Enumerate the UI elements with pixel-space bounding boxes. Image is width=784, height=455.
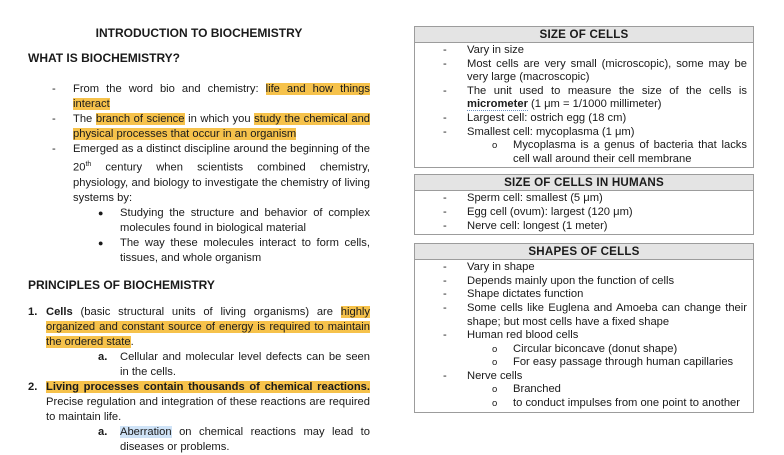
- bold-text: Cells: [46, 305, 73, 318]
- text-run: Most cells are very small (microscopic), some may be very large (macroscopic): [467, 57, 747, 84]
- highlighted-text: study the chemical and physical processes that occur in an organism: [73, 113, 371, 140]
- text-run: The: [73, 113, 96, 125]
- circle-marker: o: [492, 343, 498, 355]
- highlighted-text: highly organized and constant source of energy is required to maintain the ordered state: [46, 305, 370, 348]
- dash-marker: -: [443, 44, 447, 56]
- dash-marker: -: [443, 288, 447, 301]
- size-of-cells-body: [415, 43, 753, 167]
- text-run: Some cells like Euglena and Amoeba can change their shape; but most cells have a fixed shape: [467, 301, 747, 328]
- dash-marker: -: [52, 83, 56, 95]
- bullet-item-1: [28, 206, 370, 236]
- size-in-humans-table: [414, 174, 754, 235]
- list-item: [415, 288, 747, 302]
- text-run: Cellular and molecular level defects can be seen in the cells.: [120, 350, 370, 378]
- text-run: Studying the structure and behavior of complex molecules found in biological material: [120, 206, 370, 234]
- sub-list-item: [415, 139, 747, 166]
- text-run: Vary in size: [467, 44, 524, 56]
- what-is-heading: WHAT IS BIOCHEMISTRY?: [28, 51, 180, 65]
- dash-marker: -: [443, 301, 447, 314]
- dash-marker: -: [443, 329, 447, 342]
- text-run: (1 μm = 1/1000 millimeter): [527, 98, 662, 111]
- sub-list-item: [415, 356, 747, 370]
- selected-word[interactable]: Aberration: [120, 425, 172, 438]
- principle-1-sub: [28, 350, 370, 380]
- highlighted-text: branch of science: [95, 113, 185, 125]
- left-column: [28, 26, 370, 455]
- text-run: Human red blood cells: [467, 329, 579, 342]
- right-column: [414, 26, 754, 413]
- size-in-humans-header: SIZE OF CELLS IN HUMANS: [415, 175, 753, 191]
- sub-list-item: [415, 397, 747, 411]
- dash-marker: -: [443, 84, 447, 97]
- principle-2-sub: [28, 425, 370, 455]
- bullet-marker: ●: [98, 237, 104, 248]
- text-run: Circular biconcave (donut shape): [513, 342, 678, 355]
- text-run: Branched: [513, 383, 561, 396]
- text-run: Nerve cells: [467, 369, 523, 382]
- dash-marker: -: [443, 261, 447, 274]
- dash-marker: -: [443, 219, 447, 232]
- text-run: Sperm cell: smallest (5 μm): [467, 192, 603, 205]
- dash-marker: -: [443, 205, 447, 218]
- dash-marker: -: [443, 125, 447, 138]
- dash-marker: -: [443, 57, 447, 70]
- dash-marker: -: [443, 274, 447, 287]
- list-item: [415, 302, 747, 329]
- text-run: Nerve cell: longest (1 meter): [467, 219, 608, 232]
- principles-heading: PRINCIPLES OF BIOCHEMISTRY: [28, 277, 215, 292]
- list-item: [415, 58, 747, 85]
- list-item: [415, 329, 747, 343]
- highlighted-bold-text: Living processes contain thousands of chemical reactions.: [46, 380, 370, 393]
- principle-1: [28, 305, 370, 350]
- text-run: Emerged as a distinct discipline around the beginning of the 20: [73, 143, 370, 174]
- text-run: Vary in shape: [467, 261, 535, 274]
- bullet-marker: ●: [98, 207, 104, 218]
- circle-marker: o: [492, 384, 498, 396]
- list-item: [415, 206, 747, 220]
- text-run: From the word bio and chemistry:: [73, 83, 266, 95]
- dash-marker: -: [443, 192, 447, 205]
- list-item: [415, 220, 747, 234]
- text-run: Precise regulation and integration of these reactions are required to maintain life.: [46, 395, 370, 423]
- number-marker: 1.: [28, 305, 38, 318]
- shapes-of-cells-table: [414, 243, 754, 413]
- circle-marker: o: [492, 357, 498, 369]
- circle-marker: o: [492, 398, 498, 410]
- sub-list-item: [415, 343, 747, 357]
- definition-item-3: [28, 142, 370, 206]
- letter-marker: a.: [98, 425, 108, 438]
- text-run: in which you: [184, 113, 255, 125]
- shapes-of-cells-body: [415, 260, 753, 412]
- size-of-cells-table: [414, 26, 754, 168]
- bullet-item-2: [28, 236, 370, 266]
- list-item: [415, 192, 747, 206]
- text-run: The unit used to measure the size of the cells is: [467, 84, 747, 97]
- document-title: INTRODUCTION TO BIOCHEMISTRY: [95, 26, 303, 40]
- text-run: For easy passage through human capillaries: [513, 356, 734, 369]
- text-run: to conduct impulses from one point to another: [513, 397, 740, 410]
- highlighted-text: life and how things interact: [73, 83, 370, 110]
- definition-item-2: [28, 112, 370, 142]
- list-item: [415, 112, 747, 126]
- text-run: Mycoplasma is a genus of bacteria that lacks cell wall around their cell membrane: [513, 139, 747, 165]
- text-run: Smallest cell: mycoplasma (1 μm): [467, 125, 635, 138]
- size-of-cells-header: SIZE OF CELLS: [415, 27, 753, 43]
- number-marker: 2.: [28, 380, 38, 393]
- text-run: on chemical reactions may lead to diseases or problems.: [120, 425, 370, 453]
- list-item: [415, 370, 747, 384]
- superscript: th: [85, 161, 92, 168]
- list-item: [415, 126, 747, 140]
- text-run: (basic structural units of living organisms) are: [72, 305, 341, 318]
- dash-marker: -: [443, 111, 447, 124]
- bold-term: micrometer: [467, 98, 528, 111]
- text-run: The way these molecules interact to form cells, tissues, and whole organism: [120, 236, 370, 264]
- text-run: Depends mainly upon the function of cells: [467, 274, 675, 287]
- list-item: [415, 85, 747, 112]
- sub-list-item: [415, 383, 747, 397]
- size-in-humans-body: [415, 191, 753, 234]
- dash-marker: -: [443, 369, 447, 382]
- text-run: Shape dictates function: [467, 288, 584, 301]
- text-run: Egg cell (ovum): largest (120 μm): [467, 205, 633, 218]
- circle-marker: o: [492, 140, 498, 152]
- list-item: [415, 44, 747, 58]
- shapes-of-cells-header: SHAPES OF CELLS: [415, 244, 753, 260]
- text-run: Largest cell: ostrich egg (18 cm): [467, 111, 627, 124]
- definition-item-1: [28, 82, 370, 112]
- list-item: [415, 261, 747, 275]
- text-run: century when scientists combined chemistry, physiology, and biology to investigate the chemistry of living systems by:: [73, 161, 370, 204]
- dash-marker: -: [52, 113, 56, 125]
- dash-marker: -: [52, 143, 56, 155]
- letter-marker: a.: [98, 350, 108, 363]
- text-run: .: [130, 335, 134, 348]
- principle-2: [28, 380, 370, 425]
- list-item: [415, 275, 747, 289]
